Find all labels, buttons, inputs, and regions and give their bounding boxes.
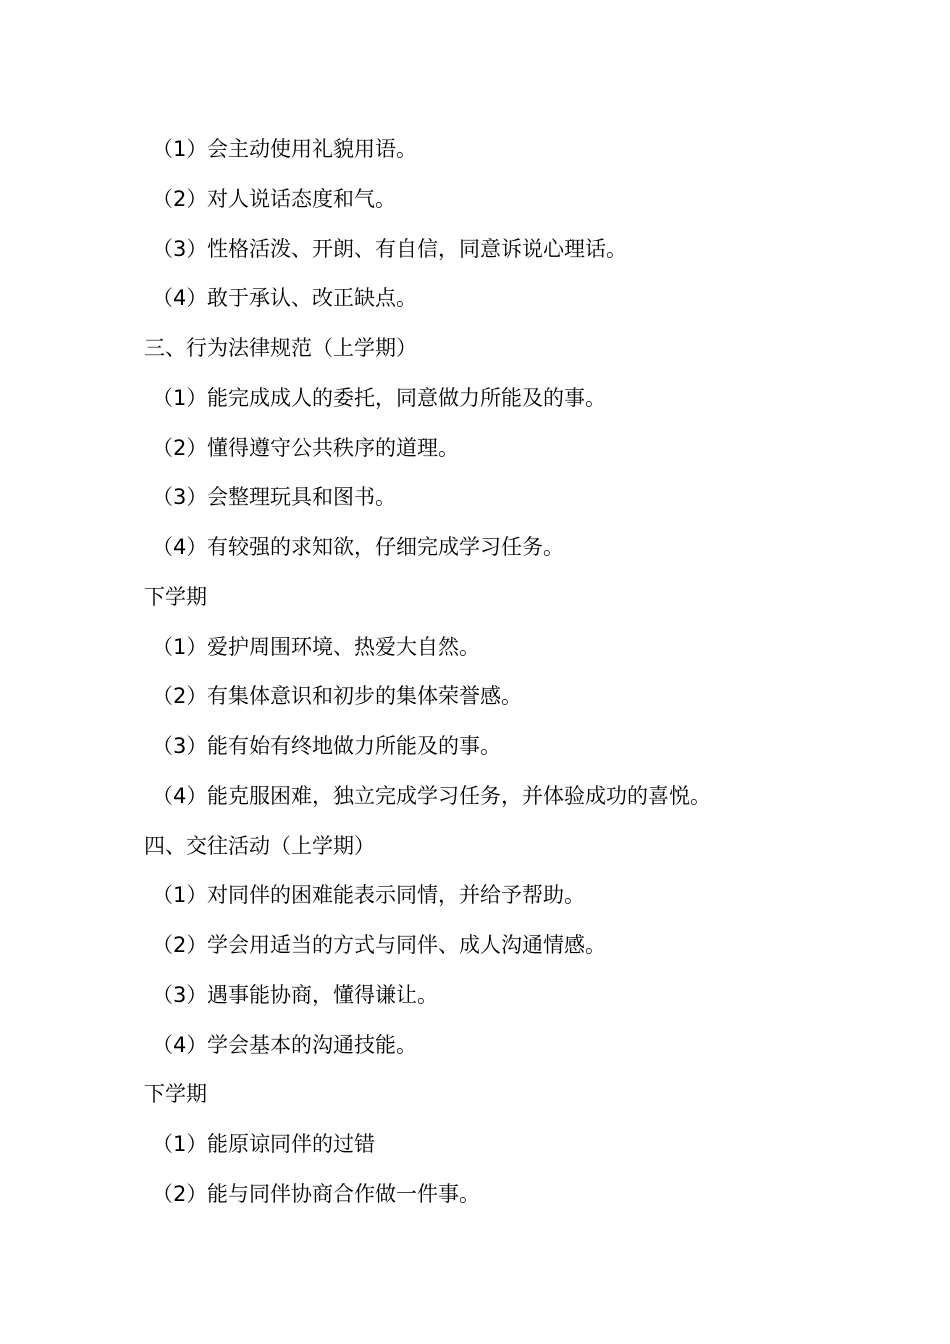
list-item-text: 爱护周围环境、热爱大自然。 — [207, 634, 480, 659]
list-item-number: （4） — [152, 286, 208, 311]
list-item-number: （2） — [152, 1181, 208, 1206]
section-heading — [0, 573, 950, 623]
section-heading-text: 下学期 — [144, 584, 207, 609]
list-item — [0, 1120, 950, 1170]
list-item — [0, 274, 950, 324]
list-item-number: （1） — [152, 883, 208, 908]
list-item-text: 能克服困难，独立完成学习任务，并体验成功的喜悦。 — [207, 783, 711, 808]
list-item — [0, 175, 950, 225]
list-item — [0, 424, 950, 474]
list-item-text: 敢于承认、改正缺点。 — [207, 286, 417, 311]
section-heading — [0, 1070, 950, 1120]
list-item-number: （2） — [152, 684, 208, 709]
list-item — [0, 374, 950, 424]
list-item — [0, 225, 950, 275]
section-heading-text: 下学期 — [144, 1082, 207, 1107]
section-heading-text: 四、交往活动（上学期） — [144, 833, 375, 858]
list-item-text: 能有始有终地做力所能及的事。 — [207, 734, 501, 758]
section-heading — [0, 324, 950, 374]
section-heading-text: 三、行为法律规范（上学期） — [144, 336, 417, 360]
list-item-text: 能完成成人的委托，同意做力所能及的事。 — [207, 385, 606, 410]
list-item — [0, 473, 950, 523]
list-item-text: 遇事能协商，懂得谦让。 — [207, 982, 438, 1007]
list-item — [0, 921, 950, 971]
list-item-number: （4） — [152, 1032, 208, 1057]
list-item — [0, 1170, 950, 1220]
list-item-number: （3） — [152, 236, 208, 261]
list-item-text: 会整理玩具和图书。 — [207, 485, 396, 510]
list-item-text: 能与同伴协商合作做一件事。 — [207, 1181, 480, 1206]
list-item-text: 会主动使用礼貌用语。 — [207, 137, 417, 161]
list-item-number: （3） — [152, 734, 208, 758]
list-item — [0, 672, 950, 722]
list-item — [0, 772, 950, 822]
list-item — [0, 623, 950, 673]
list-item-number: （4） — [152, 535, 208, 559]
list-item — [0, 871, 950, 921]
list-item-text: 对人说话态度和气。 — [207, 186, 396, 211]
list-item-number: （1） — [152, 1132, 208, 1156]
section-heading — [0, 822, 950, 872]
list-item-number: （2） — [152, 186, 208, 211]
list-item-text: 有集体意识和初步的集体荣誉感。 — [207, 684, 522, 709]
list-item-number: （2） — [152, 435, 208, 460]
document-page — [0, 125, 950, 1220]
list-item — [0, 1021, 950, 1071]
list-item — [0, 523, 950, 573]
list-item-number: （1） — [152, 137, 208, 161]
list-item-text: 学会用适当的方式与同伴、成人沟通情感。 — [207, 933, 606, 957]
list-item-text: 有较强的求知欲，仔细完成学习任务。 — [207, 535, 564, 559]
list-item-number: （3） — [152, 485, 208, 510]
list-item — [0, 971, 950, 1021]
list-item-number: （2） — [152, 933, 208, 957]
list-item-text: 对同伴的困难能表示同情，并给予帮助。 — [207, 883, 585, 908]
list-item — [0, 722, 950, 772]
list-item-number: （3） — [152, 982, 208, 1007]
list-item-text: 学会基本的沟通技能。 — [207, 1032, 417, 1057]
list-item-text: 能原谅同伴的过错 — [207, 1132, 375, 1156]
list-item-number: （1） — [152, 385, 208, 410]
list-item-number: （4） — [152, 783, 208, 808]
list-item-text: 性格活泼、开朗、有自信，同意诉说心理话。 — [207, 236, 627, 261]
list-item-number: （1） — [152, 634, 208, 659]
list-item-text: 懂得遵守公共秩序的道理。 — [207, 435, 459, 460]
list-item — [0, 125, 950, 175]
